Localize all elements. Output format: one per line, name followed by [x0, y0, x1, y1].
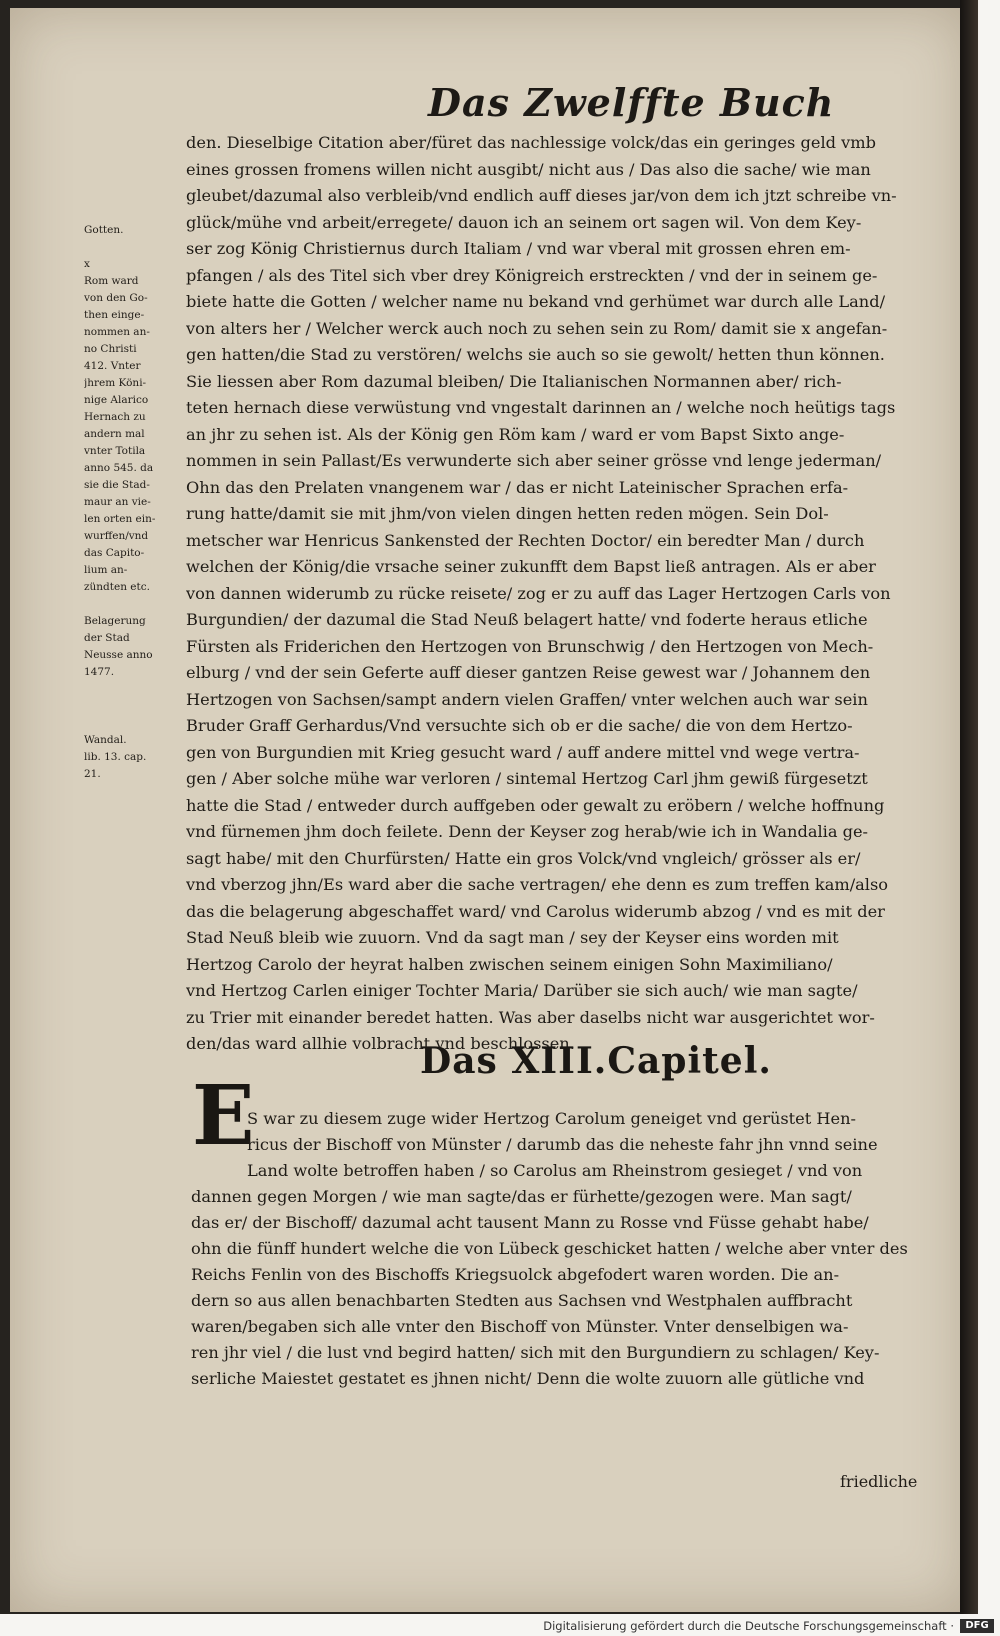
margin-note-line: nommen an- — [84, 326, 150, 338]
body-line: rung hatte/damit sie mit jhm/von vielen dingen hetten reden mögen. Sein Dol- — [186, 504, 829, 523]
margin-note-line: 1477. — [84, 666, 115, 678]
margin-note-line: len orten ein- — [84, 513, 156, 525]
chapter-line: dannen gegen Morgen / wie man sagte/das er fürhette/gezogen were. Man sagt/ — [191, 1187, 852, 1206]
chapter-line: das er/ der Bischoff/ dazumal acht tausent Mann zu Rosse vnd Füsse gehabt habe/ — [191, 1213, 869, 1232]
body-line: das die belagerung abgeschaffet ward/ vnd Carolus widerumb abzog / vnd es mit der — [186, 901, 885, 921]
running-title: Das Zwelffte Buch — [428, 80, 835, 125]
body-line: von alters her / Welcher werck auch noch zu sehen sein zu Rom/ damit sie x angefan- — [186, 318, 888, 338]
chapter-line: ren jhr viel / die lust vnd begird hatten/ sich mit den Burgundiern zu schlagen/ Key- — [191, 1343, 880, 1362]
digitization-footer — [0, 1618, 1000, 1636]
margin-note-line: nige Alarico — [84, 394, 149, 406]
margin-note-line: 21. — [84, 768, 101, 780]
footer-credit: Digitalisierung gefördert durch die Deutsche Forschungsgemeinschaft · — [543, 1619, 954, 1633]
body-line: vnd Hertzog Carlen einiger Tochter Maria/ Darüber sie sich auch/ wie man sagte/ — [186, 981, 858, 1000]
margin-note-line: wurffen/vnd — [84, 530, 149, 542]
chapter-line: Reichs Fenlin von des Bischoffs Kriegsuolck abgefodert waren worden. Die an- — [191, 1265, 840, 1284]
dfg-logo: DFG — [960, 1619, 994, 1633]
margin-note-line: then einge- — [84, 309, 145, 321]
margin-note-line: lib. 13. cap. — [84, 751, 147, 763]
body-line: Stad Neuß bleib wie zuuorn. Vnd da sagt man / sey der Keyser eins worden mit — [186, 928, 839, 947]
body-line: pfangen / als des Titel sich vber drey Königreich erstreckten / vnd der in seinem ge- — [186, 265, 878, 285]
body-line: Fürsten als Friderichen den Hertzogen von Brunschwig / den Hertzogen von Mech- — [186, 636, 874, 656]
body-line: den. Dieselbige Citation aber/füret das nachlessige volck/das ein geringes geld vmb — [186, 133, 876, 152]
body-line: welchen der König/die vrsache seiner zukunfft dem Bapst ließ antragen. Als er aber — [186, 557, 876, 576]
body-line: gleubet/dazumal also verbleib/vnd endlich auff dieses jar/von dem ich jtzt schreibe vn- — [186, 186, 897, 205]
margin-note-line: das Capito- — [84, 547, 145, 559]
margin-note-line: anno 545. da — [84, 462, 154, 474]
chapter-line: dern so aus allen benachbarten Stedten aus Sachsen vnd Westphalen auffbracht — [191, 1291, 853, 1310]
body-line: nommen in sein Pallast/Es verwunderte sich aber seiner grösse vnd lenge jederman/ — [186, 451, 882, 470]
body-text — [186, 130, 946, 1058]
body-line: hatte die Stad / entweder durch auffgeben oder gewalt zu eröbern / welche hoffnung — [186, 795, 885, 815]
chapter-line: Land wolte betroffen haben / so Carolus am Rheinstrom gesieget / vnd von — [247, 1161, 863, 1180]
margin-note-line — [84, 681, 190, 698]
margin-notes — [84, 222, 190, 783]
margin-note-line: Gotten. — [84, 224, 124, 236]
body-line: vnd fürnemen jhm doch feilete. Denn der Keyser zog herab/wie ich in Wandalia ge- — [186, 822, 869, 841]
body-line: den/das ward allhie volbracht vnd beschlossen. — [186, 1034, 575, 1053]
margin-note-line: lium an- — [84, 564, 128, 576]
margin-note-line: Neusse anno — [84, 649, 153, 661]
chapter-heading: Das XIII.Capitel. — [420, 1040, 772, 1082]
margin-note-line: andern mal — [84, 428, 145, 440]
margin-note-line: 412. Vnter — [84, 360, 141, 372]
chapter-text — [191, 1106, 946, 1392]
body-line: gen von Burgundien mit Krieg gesucht ward / auff andere mittel vnd wege vertra- — [186, 742, 860, 762]
body-line: sagt habe/ mit den Churfürsten/ Hatte ein gros Volck/vnd vngleich/ grösser als er/ — [186, 848, 861, 868]
margin-note-line — [84, 596, 190, 613]
chapter-line: S war zu diesem zuge wider Hertzog Carolum geneiget vnd gerüstet Hen- — [247, 1109, 856, 1128]
margin-note-line: Belagerung — [84, 615, 146, 627]
decorated-initial: E — [192, 1068, 255, 1164]
margin-note-line: maur an vie- — [84, 496, 151, 508]
body-line: an jhr zu sehen ist. Als der König gen Röm kam / ward er vom Bapst Sixto ange- — [186, 424, 845, 444]
body-line: zu Trier mit einander beredet hatten. Was aber daselbs nicht war ausgerichtet wor- — [186, 1007, 875, 1027]
body-line: Burgundien/ der dazumal die Stad Neuß belagert hatte/ vnd foderte heraus etliche — [186, 610, 868, 629]
margin-note-line: vnter Totila — [84, 445, 146, 457]
binding-shadow — [960, 0, 978, 1614]
margin-note-line: sie die Stad- — [84, 479, 150, 491]
margin-note-line: Rom ward — [84, 275, 139, 287]
margin-note-line — [84, 698, 190, 715]
margin-note-line: Hernach zu — [84, 411, 146, 423]
margin-note-line — [84, 239, 190, 256]
body-line: Hertzog Carolo der heyrat halben zwischen seinem einigen Sohn Maximiliano/ — [186, 954, 833, 974]
body-line: Sie liessen aber Rom dazumal bleiben/ Die Italianischen Normannen aber/ rich- — [186, 371, 842, 391]
chapter-line: waren/begaben sich alle vnter den Bischoff von Münster. Vnter denselbigen wa- — [191, 1317, 849, 1336]
margin-note-line: x — [84, 258, 90, 270]
margin-note-line: zündten etc. — [84, 581, 150, 593]
body-line: elburg / vnd der sein Geferte auff dieser gantzen Reise gewest war / Johannem den — [186, 663, 871, 682]
body-line: Hertzogen von Sachsen/sampt andern vielen Graffen/ vnter welchen auch war sein — [186, 689, 868, 709]
chapter-line: serliche Maiestet gestatet es jhnen nicht/ Denn die wolte zuuorn alle gütliche vnd — [191, 1369, 865, 1388]
body-line: gen / Aber solche mühe war verloren / sintemal Hertzog Carl jhm gewiß fürgesetzt — [186, 769, 868, 788]
chapter-line: ricus der Bischoff von Münster / darumb das die neheste fahr jhn vnnd seine — [247, 1135, 878, 1154]
body-line: ser zog König Christiernus durch Italiam / vnd war vberal mit grossen ehren em- — [186, 239, 851, 258]
body-line: metscher war Henricus Sankensted der Rechten Doctor/ ein beredter Man / durch — [186, 530, 865, 550]
catchword: friedliche — [840, 1472, 918, 1491]
body-line: Ohn das den Prelaten vnangenem war / das er nicht Lateinischer Sprachen erfa- — [186, 477, 849, 497]
margin-note-line: von den Go- — [84, 292, 148, 304]
body-line: gen hatten/die Stad zu verstören/ welchs sie auch so sie gewolt/ hetten thun können. — [186, 345, 885, 364]
body-line: vnd vberzog jhn/Es ward aber die sache vertragen/ ehe denn es zum treffen kam/also — [186, 875, 889, 894]
margin-note-line: no Christi — [84, 343, 137, 355]
margin-note-line — [84, 715, 190, 732]
margin-note-line: der Stad — [84, 632, 130, 644]
body-line: von dannen widerumb zu rücke reisete/ zog er zu auff das Lager Hertzogen Carls von — [186, 583, 891, 603]
body-line: eines grossen fromens willen nicht ausgibt/ nicht aus / Das also die sache/ wie man — [186, 159, 871, 179]
margin-note-line: Wandal. — [84, 734, 127, 746]
body-line: Bruder Graff Gerhardus/Vnd versuchte sich ob er die sache/ die von dem Hertzo- — [186, 716, 853, 735]
margin-note-line: jhrem Köni- — [84, 377, 147, 389]
chapter-line: ohn die fünff hundert welche die von Lübeck geschicket hatten / welche aber vnter des — [191, 1239, 908, 1258]
body-line: glück/mühe vnd arbeit/erregete/ dauon ich an seinem ort sagen wil. Von dem Key- — [186, 212, 862, 232]
body-line: teten hernach diese verwüstung vnd vngestalt darinnen an / welche noch heütigs tags — [186, 398, 896, 417]
body-line: biete hatte die Gotten / welcher name nu bekand vnd gerhümet war durch alle Land/ — [186, 292, 886, 311]
